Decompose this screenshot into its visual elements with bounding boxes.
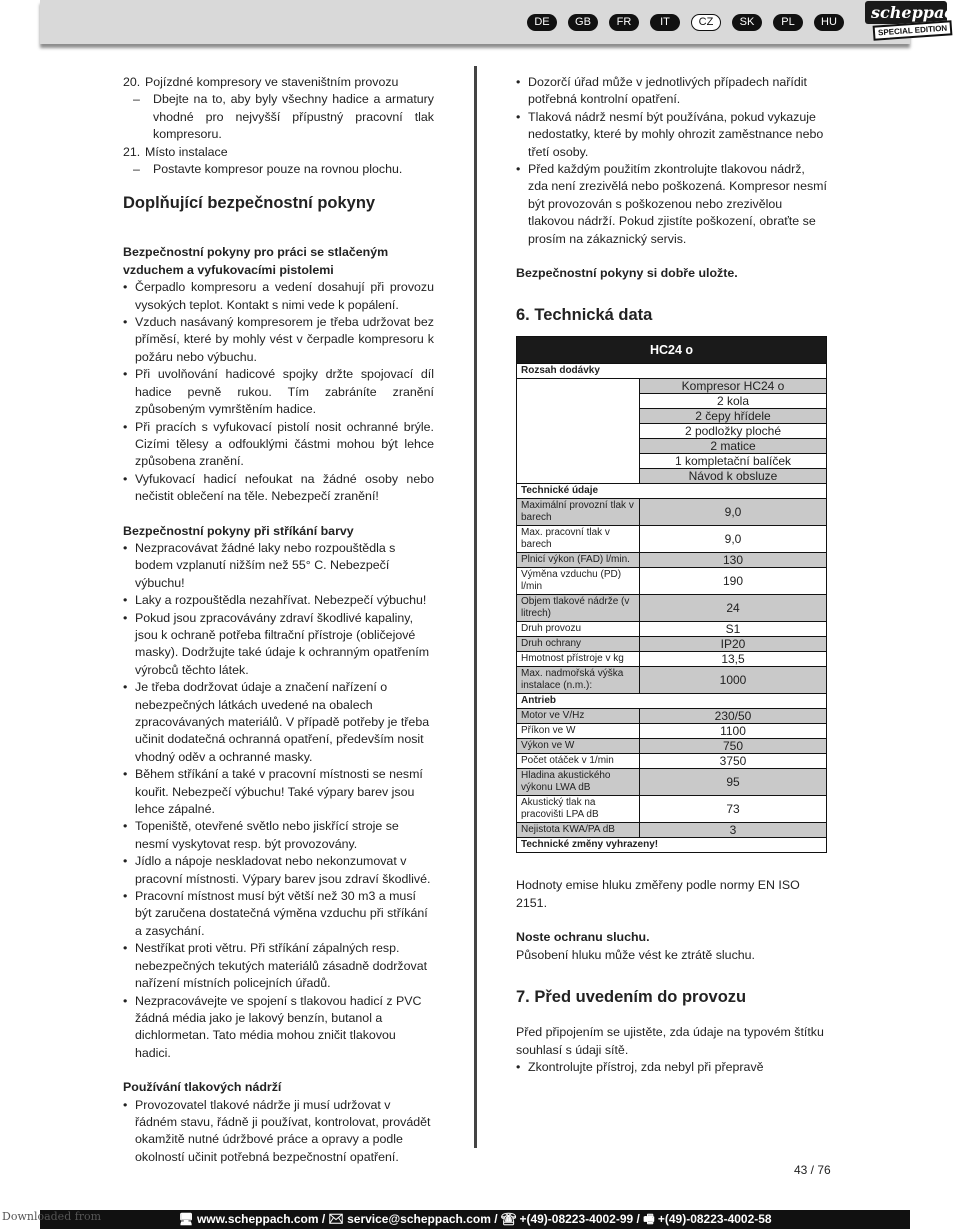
subsection-title: Bezpečnostní pokyny pro práci se stlačeným vzduchem a vyfukovacími pistolemi — [123, 245, 389, 277]
table-cell-label: Hladina akustického výkonu LWA dB — [517, 769, 640, 796]
list-item: • Vzduch nasávaný kompresorem je třeba udržovat bez příměsí, které by mohly vést v čerpadle kompresoru k požáru nebo výbuchu. — [123, 314, 434, 366]
list-item: • Tlaková nádrž nesmí být používána, pokud vykazuje nedostatky, které by mohly ohrozit zaměstnance nebo třetí osoby. — [516, 109, 828, 161]
hearing-title: Noste ochranu sluchu. — [516, 930, 650, 945]
table-cell-value: 750 — [640, 739, 827, 754]
table-cell-value: 1 kompletační balíček — [640, 454, 827, 469]
list-item: • Při pracích s vyfukovací pistolí nosit ochranné brýle. Cizími tělesy a odfouklými částmi mohou být lehce způsobena zranění. — [123, 419, 434, 471]
table-cell-value: 190 — [640, 568, 827, 595]
table-cell-label: Hmotnost přístroje v kg — [517, 652, 640, 667]
table-cell-label: Objem tlakové nádrže (v litrech) — [517, 595, 640, 622]
table-row — [517, 796, 827, 823]
item-number: 20. — [123, 75, 141, 89]
table-row — [517, 379, 827, 394]
table-cell-value: 130 — [640, 553, 827, 568]
table-section-label: Technické údaje — [517, 484, 827, 499]
table-cell-value: Návod k obsluze — [640, 469, 827, 484]
table-cell-value: Kompresor HC24 o — [640, 379, 827, 394]
scheppach-logo[interactable] — [865, 1, 966, 41]
table-cell-label: Výměna vzduchu (PD) l/min — [517, 568, 640, 595]
keep-note: Bezpečnostní pokyny si dobře uložte. — [516, 266, 738, 281]
table-cell-label: Počet otáček v 1/min — [517, 754, 640, 769]
table-cell-value: 2 podložky ploché — [640, 424, 827, 439]
table-row — [517, 739, 827, 754]
sub-item: – Postavte kompresor pouze na rovnou plochu. — [123, 161, 434, 178]
table-row — [517, 823, 827, 838]
list-item: • Čerpadlo kompresoru a vedení dosahují při provozu vysokých teplot. Kontakt s nimi vede k popálení. — [123, 279, 434, 314]
list-item: • Provozovatel tlakové nádrže ji musí udržovat v řádném stavu, řádně ji používat, kontrolovat, provádět okamžitě nutné údržbové práce a opravy a podle okolností učinit potřebná bezpečnostní opatření. — [123, 1097, 434, 1167]
bullet-list — [516, 1059, 828, 1076]
language-tab-pl[interactable]: PL — [773, 14, 803, 31]
page-number: 43 / 76 — [794, 1163, 831, 1177]
table-row — [517, 709, 827, 724]
language-tab-hu[interactable]: HU — [814, 14, 844, 31]
list-item: • Během stříkání a také v pracovní místnosti se nesmí kouřit. Nebezpečí výbuchu! Také výpary barev jsou lehce zápalné. — [123, 766, 434, 818]
table-section-label: Antrieb — [517, 694, 827, 709]
list-item: • Zkontrolujte přístroj, zda nebyl při přepravě — [516, 1059, 828, 1076]
list-item: • Před každým použitím zkontrolujte tlakovou nádrž, zda není zrezivělá nebo poškozená. Kompresor nesmí být provozován s poškozenou nebo zrezivělou tlakovou nádrží. Pokud zjistíte poškození, obraťte se prosím na zákaznický servis. — [516, 161, 828, 248]
tech-data-heading: 6. Technická data — [516, 306, 653, 325]
right-column — [516, 74, 828, 1076]
column-divider — [474, 66, 477, 1148]
table-row — [517, 568, 827, 595]
table-cell-value: 3750 — [640, 754, 827, 769]
table-cell-value: 24 — [640, 595, 827, 622]
table-row — [517, 769, 827, 796]
table-cell-label: Druh provozu — [517, 622, 640, 637]
table-cell-blank — [517, 379, 640, 484]
language-selector — [527, 14, 844, 31]
item-title: Místo instalace — [145, 144, 228, 159]
table-cell-value: S1 — [640, 622, 827, 637]
sub-item: – Dbejte na to, aby byly všechny hadice a armatury vhodné pro nejvyšší přípustný pracovní tlak kompresoru. — [123, 91, 434, 143]
table-row — [517, 499, 827, 526]
noise-note: Hodnoty emise hluku změřeny podle normy EN ISO 2151. — [516, 878, 800, 910]
table-row — [517, 754, 827, 769]
logo-edition: SPECIAL EDITION — [873, 20, 953, 40]
header-bar — [40, 0, 966, 44]
table-cell-label: Příkon ve W — [517, 724, 640, 739]
table-cell-label: Výkon ve W — [517, 739, 640, 754]
table-cell-label: Druh ochrany — [517, 637, 640, 652]
table-row — [517, 553, 827, 568]
table-row — [517, 622, 827, 637]
list-item: • Jídlo a nápoje neskladovat nebo nekonzumovat v pracovní místnosti. Výpary barev jsou zdraví škodlivé. — [123, 853, 434, 888]
subsection-title: Bezpečnostní pokyny při stříkání barvy — [123, 523, 354, 538]
startup-heading: 7. Před uvedením do provozu — [516, 988, 747, 1007]
language-tab-de[interactable]: DE — [527, 14, 557, 31]
table-cell-value: 73 — [640, 796, 827, 823]
table-cell-label: Motor ve V/Hz — [517, 709, 640, 724]
table-cell-value: 1000 — [640, 667, 827, 694]
table-row — [517, 637, 827, 652]
item-number: 21. — [123, 144, 141, 159]
left-column — [123, 74, 434, 1166]
table-model-header: HC24 o — [517, 337, 827, 364]
language-tab-cz[interactable]: CZ — [691, 14, 721, 31]
table-section-label: Rozsah dodávky — [517, 364, 827, 379]
table-footer-note: Technické změny vyhrazeny! — [517, 838, 827, 853]
subsection-title: Používání tlakových nádrží — [123, 1080, 282, 1095]
table-row — [517, 652, 827, 667]
language-tab-sk[interactable]: SK — [732, 14, 762, 31]
table-cell-value: 13,5 — [640, 652, 827, 667]
list-item: • Při uvolňování hadicové spojky držte spojovací díl hadice pevně rukou. Tím zabráníte zranění způsobeným vymrštěním hadice. — [123, 366, 434, 418]
table-row — [517, 724, 827, 739]
list-item: • Nestříkat proti větru. Při stříkání zápalných resp. nebezpečných tekutých materiálů zásadně dodržovat nařízení místních policejních úřadů. — [123, 940, 434, 992]
list-item: • Topeniště, otevřené světlo nebo jiskřící stroje se nesmí vyskytovat resp. být provozovány. — [123, 818, 434, 853]
sub-item-text: Dbejte na to, aby byly všechny hadice a armatury vhodné pro nejvyšší přípustný pracovní tlak kompresoru. — [153, 92, 434, 142]
sub-item-text: Postavte kompresor pouze na rovnou plochu. — [153, 162, 403, 177]
language-tab-it[interactable]: IT — [650, 14, 680, 31]
bullet-list — [516, 74, 828, 248]
list-item: • Dozorčí úřad může v jednotlivých případech nařídit potřebná kontrolní opatření. — [516, 74, 828, 109]
list-item: • Vyfukovací hadicí nefoukat na žádné osoby nebo nečistit oblečení na těle. Nebezpečí zranění! — [123, 471, 434, 506]
download-source: Downloaded from — [2, 1210, 102, 1223]
startup-text: Před připojením se ujistěte, zda údaje na typovém štítku souhlasí s údaji sítě. — [516, 1025, 824, 1057]
language-tab-gb[interactable]: GB — [568, 14, 598, 31]
table-cell-label: Max. nadmořská výška instalace (n.m.): — [517, 667, 640, 694]
tech-data-table — [516, 336, 827, 853]
table-cell-label: Maximální provozní tlak v barech — [517, 499, 640, 526]
list-item: • Je třeba dodržovat údaje a značení nařízení o nebezpečných látkách uvedené na obalech zpracovávaných materiálů. V případě potřeby je třeba učinit dodatečná ochranná opatření, především nosit vhodný oděv a ochranné masky. — [123, 679, 434, 766]
table-cell-value: 230/50 — [640, 709, 827, 724]
logo-brand: scheppach — [865, 1, 947, 24]
item-title: Pojízdné kompresory ve staveništním provozu — [145, 75, 399, 89]
table-row — [517, 667, 827, 694]
table-cell-label: Max. pracovní tlak v barech — [517, 526, 640, 553]
table-cell-value: 95 — [640, 769, 827, 796]
list-item-20 — [123, 74, 434, 91]
bullet-list — [123, 1097, 434, 1167]
list-item: • Nezpracovávejte ve spojení s tlakovou hadicí z PVC žádná média jako je lakový benzín, butanol a dichlormetan. Tato média mohou zničit tlakovou hadici. — [123, 993, 434, 1063]
table-cell-label: Nejistota KWA/PA dB — [517, 823, 640, 838]
table-cell-label: Plnicí výkon (FAD) l/min. — [517, 553, 640, 568]
list-item: • Laky a rozpouštědla nezahřívat. Nebezpečí výbuchu! — [123, 592, 434, 609]
language-tab-fr[interactable]: FR — [609, 14, 639, 31]
hearing-text: Působení hluku může vést ke ztrátě sluchu. — [516, 947, 755, 962]
list-item: • Pokud jsou zpracovávány zdraví škodlivé kapaliny, jsou k ochraně potřeba filtrační přístroje (obličejové masky). Dodržujte také údaje k ochranným opatřením výrobců těchto látek. — [123, 610, 434, 680]
section-heading: Doplňující bezpečnostní pokyny — [123, 194, 376, 213]
list-item: • Pracovní místnost musí být větší než 30 m3 a musí být zaručena dostatečná výměna vzduchu při stříkání a zasychání. — [123, 888, 434, 940]
contact-footer[interactable]: 🖥 www.scheppach.com / ✉ service@scheppach.com / ☎ +(49)-08223-4002-99 / 🖷 +(49)-08223-4002-58 — [40, 1210, 910, 1229]
table-cell-value: 9,0 — [640, 499, 827, 526]
table-cell-label: Akustický tlak na pracovišti LPA dB — [517, 796, 640, 823]
table-cell-value: 2 kola — [640, 394, 827, 409]
table-cell-value: 3 — [640, 823, 827, 838]
bullet-list — [123, 540, 434, 1062]
table-cell-value: 1100 — [640, 724, 827, 739]
table-row — [517, 526, 827, 553]
list-item: • Nezpracovávat žádné laky nebo rozpouštědla s bodem vzplanutí nižším než 55° C. Nebezpečí výbuchu! — [123, 540, 434, 592]
list-item-21 — [123, 144, 434, 161]
table-cell-value: 9,0 — [640, 526, 827, 553]
table-cell-value: 2 matice — [640, 439, 827, 454]
table-cell-value: IP20 — [640, 637, 827, 652]
table-cell-value: 2 čepy hřídele — [640, 409, 827, 424]
bullet-list — [123, 279, 434, 505]
table-row — [517, 595, 827, 622]
